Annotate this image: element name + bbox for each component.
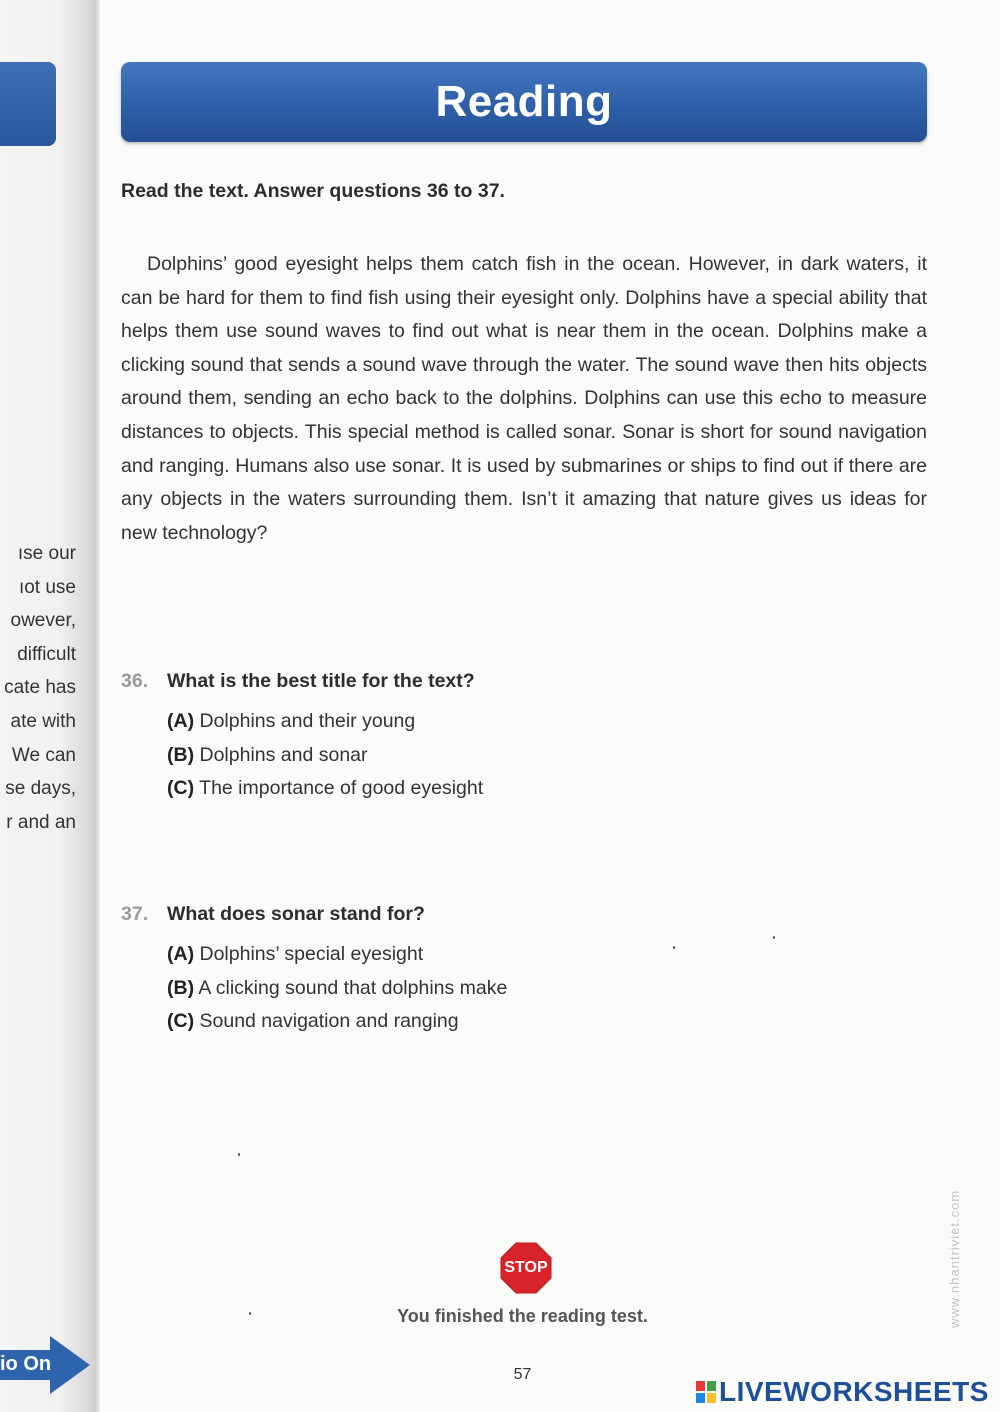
answer-options: [167, 705, 927, 806]
go-on-arrow: [0, 1336, 90, 1394]
option-letter: (A): [167, 943, 195, 965]
finished-message: You finished the reading test.: [397, 1306, 648, 1326]
option-letter: (A): [167, 710, 195, 732]
speck: [773, 936, 775, 939]
option-text: Sound navigation and ranging: [199, 1010, 459, 1033]
option-text: Dolphins and their young: [199, 710, 416, 732]
option-text: Dolphins and sonar: [199, 743, 368, 766]
page-number: 57: [513, 1366, 532, 1383]
option-text: A clicking sound that dolphins make: [198, 976, 508, 999]
instructions: Read the text. Answer questions 36 to 37.: [121, 180, 505, 202]
left-line: se days,: [5, 778, 76, 800]
stop-label: STOP: [504, 1259, 548, 1276]
left-line: cate has: [4, 677, 76, 699]
speck: [238, 1153, 240, 1156]
answer-option[interactable]: [167, 972, 927, 1006]
left-line: ıse our: [17, 543, 76, 564]
question-text: What does sonar stand for?: [167, 903, 425, 925]
question-number: 36.: [121, 670, 149, 692]
question-36: [121, 670, 927, 806]
stop-sign: [500, 1242, 552, 1294]
left-facing-page: [0, 0, 100, 1412]
option-text: The importance of good eyesight: [199, 777, 484, 800]
left-line: We can: [11, 744, 76, 766]
option-letter: (B): [167, 743, 195, 766]
left-page-tab: [0, 62, 56, 146]
speck: [673, 946, 675, 949]
left-line: ıot use: [18, 576, 76, 598]
option-letter: (C): [167, 777, 195, 800]
left-line: difficult: [17, 643, 76, 665]
reading-passage: Dolphins’ good eyesight helps them catch fish in the ocean. However, in dark waters, it can be hard for them to find fish using their eyesight only. Dolphins have a special ability that helps them use sound waves to find out what is near them in the ocean. Dolphins make a clicking sound that sends a sound wave through the water. The sound wave then hits objects around them, sending an echo back to the dolphins. Dolphins can use this echo to measure distances to objects. This special method is called sonar. Sonar is short for sound navigation and ranging. Humans also use sonar. It is used by submarines or ships to find out if there are any objects in the waters surrounding them. Isn’t it amazing that nature gives us ideas for new technology?: [121, 253, 927, 544]
answer-option[interactable]: [167, 1005, 927, 1039]
go-on-label: io On: [0, 1353, 52, 1375]
liveworksheets-icon: [696, 1378, 716, 1410]
left-line: r and an: [6, 811, 76, 833]
publisher-watermark: www.nhantriviet.com: [947, 1189, 962, 1328]
left-line: ate with: [10, 710, 76, 732]
question-prompt: [121, 903, 927, 926]
section-header: [121, 62, 927, 142]
option-letter: (C): [167, 1010, 195, 1033]
option-text: Dolphins’ special eyesight: [199, 943, 424, 965]
page-title: Reading: [435, 77, 613, 126]
answer-options: [167, 938, 927, 1039]
left-page-text: [0, 537, 78, 839]
left-line: owever,: [10, 610, 76, 632]
answer-option[interactable]: [167, 705, 927, 739]
answer-option[interactable]: [167, 938, 927, 972]
liveworksheets-logo[interactable]: [696, 1376, 989, 1410]
question-number: 37.: [121, 903, 149, 925]
answer-option[interactable]: [167, 739, 927, 773]
question-prompt: [121, 670, 927, 693]
question-37: [121, 903, 927, 1039]
brand-name: LIVEWORKSHEETS: [719, 1376, 989, 1407]
option-letter: (B): [167, 976, 195, 999]
answer-option[interactable]: [167, 772, 927, 806]
question-text: What is the best title for the text?: [167, 670, 475, 692]
